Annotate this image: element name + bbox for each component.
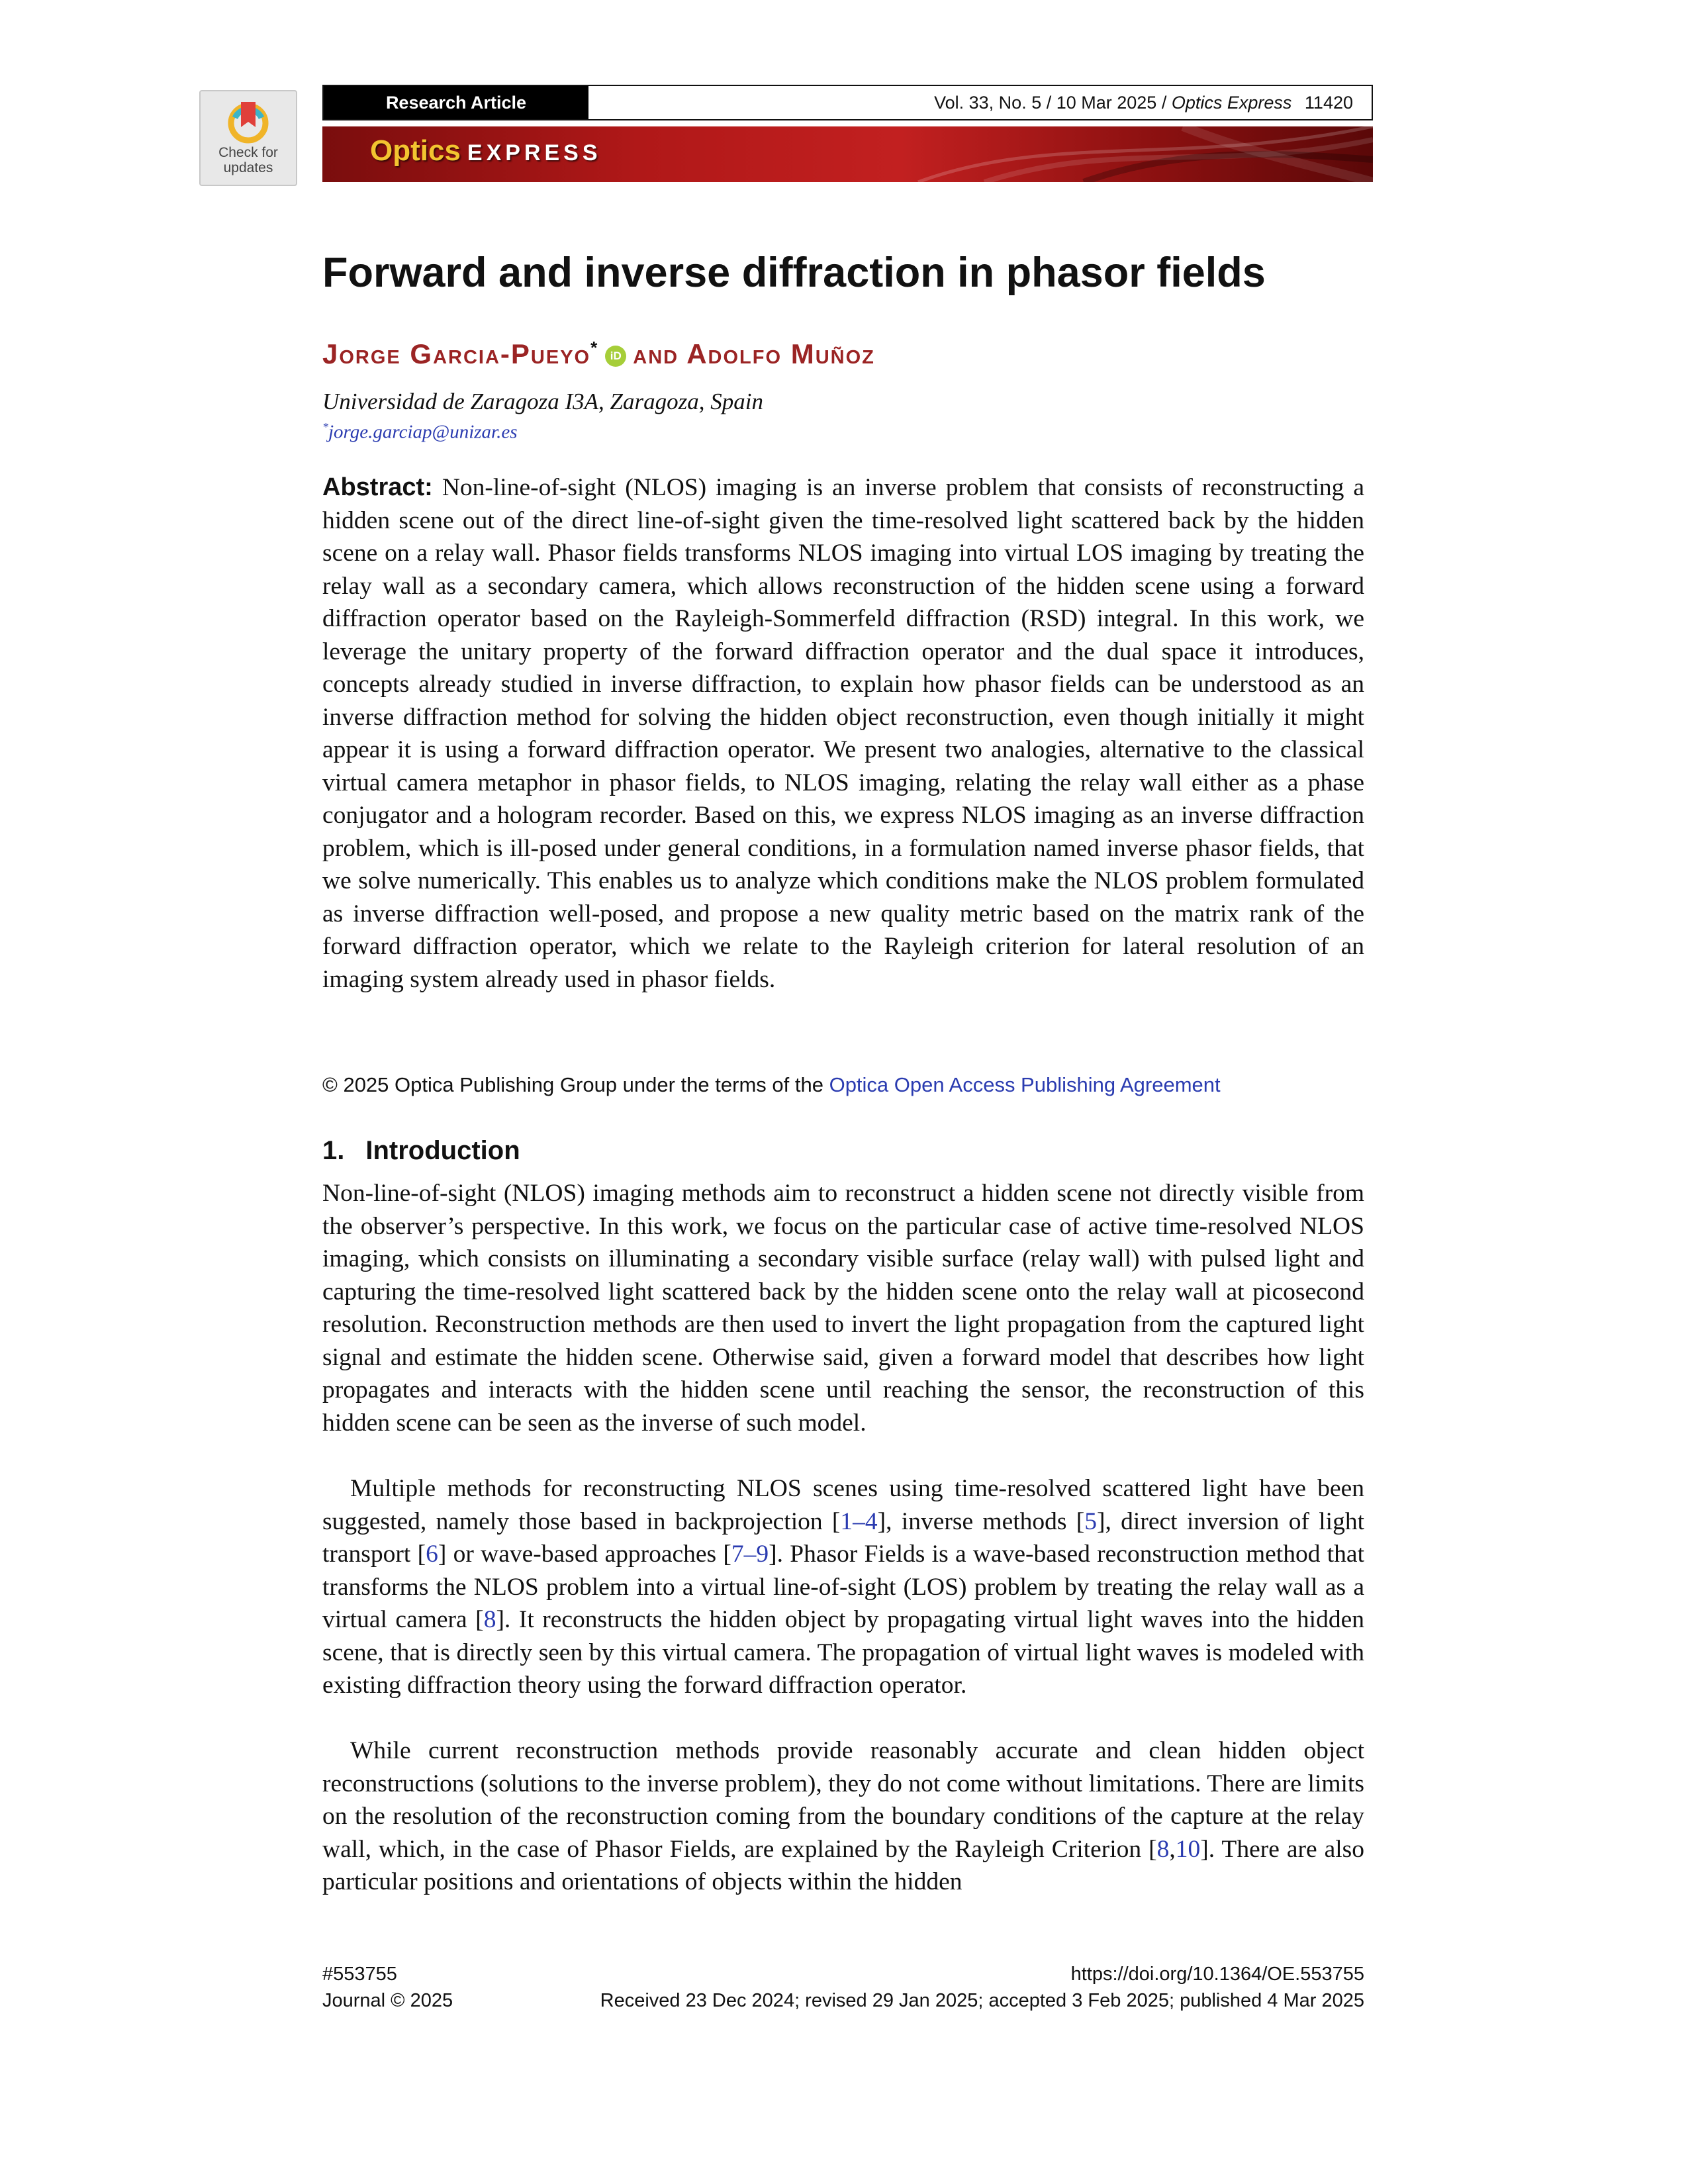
citation-7-9[interactable]: 7–9 — [731, 1541, 769, 1568]
footer-manuscript-id: #553755 — [322, 1964, 397, 1985]
footer-doi[interactable]: https://doi.org/10.1364/OE.553755 — [1070, 1964, 1364, 1985]
abstract-label: Abstract: — [322, 473, 433, 501]
p2-text-d: ] or wave-based approaches [ — [438, 1541, 731, 1568]
journal-banner — [322, 126, 1373, 182]
p2-text-e: ]. Phasor Fields is a wave-based reconstruction method that transforms the NLOS problem into a virtual line-of-sight (LOS) problem by treating the relay wall as a virtual camera [ — [322, 1541, 1364, 1633]
corresponding-mark: * — [590, 338, 599, 357]
corresponding-email[interactable] — [322, 415, 518, 444]
affiliation: Universidad de Zaragoza I3A, Zaragoza, Spain — [322, 389, 763, 414]
paper-title: Forward and inverse diffraction in phasor fields — [322, 250, 1266, 296]
author-list — [322, 329, 875, 373]
section-heading-introduction — [322, 1133, 520, 1168]
badge-line1: Check for — [218, 145, 278, 160]
p2-text-f: ]. It reconstructs the hidden object by propagating virtual light waves into the hidden scene, that is directly seen by this virtual camera. The propagation of virtual light waves is modeled with existing diffraction theory using the forward diffraction operator. — [322, 1606, 1364, 1699]
email-address[interactable]: jorge.garciap@unizar.es — [328, 421, 518, 443]
logo-optics: Optics — [370, 134, 461, 167]
footer-journal-copyright: Journal © 2025 — [322, 1990, 453, 2011]
citation-6[interactable]: 6 — [426, 1541, 438, 1568]
p3-text-a: While current reconstruction methods provide reasonably accurate and clean hidden object reconstructions (solutions to the inverse problem), they do not come without limitations. There are limits on the resolution of the reconstruction coming from the boundary conditions of the capture at the relay wall, which, in the case of Phasor Fields, are explained by the Rayleigh Criterion [ — [322, 1737, 1364, 1863]
email-mark: * — [322, 420, 328, 434]
p2-text-c: ], direct inversion of light transport [ — [322, 1507, 1364, 1568]
intro-paragraph-3 — [322, 1734, 1364, 1899]
section-title: Introduction — [365, 1136, 520, 1165]
p3-sep: , — [1169, 1835, 1176, 1863]
p3-text-b: ]. There are also particular positions and orientations of objects within the hidden — [322, 1835, 1364, 1895]
p2-text-b: ], inverse methods [ — [877, 1507, 1085, 1535]
intro-paragraph-2 — [322, 1472, 1364, 1702]
open-access-agreement-link[interactable]: Optica Open Access Publishing Agreement — [829, 1073, 1221, 1096]
volume-info — [934, 86, 1353, 119]
journal-header — [322, 85, 1373, 120]
copyright-text: © 2025 Optica Publishing Group under the terms of the — [322, 1073, 823, 1096]
check-for-updates-badge[interactable] — [199, 90, 297, 186]
intro-paragraph-1: Non-line-of-sight (NLOS) imaging methods aim to reconstruct a hidden scene not directly visible from the observer’s perspective. In this work, we focus on the particular case of active time-resolved NLOS imaging, which consists on illuminating a secondary visible surface (relay wall) with pulsed light and capturing the time-resolved light scattered back by the hidden scene onto the relay wall at picosecond resolution. Reconstruction methods are then used to invert the light propagation from the captured light signal and estimate the hidden scene. Otherwise said, given a forward model that describes how light propagates and interacts with the hidden scene until reaching the sensor, the reconstruction of this hidden scene can be seen as the inverse of such model. — [322, 1180, 1364, 1437]
abstract — [322, 471, 1364, 996]
copyright-notice — [322, 1072, 1221, 1098]
badge-line2: updates — [223, 160, 273, 175]
crossmark-icon — [226, 98, 270, 144]
author-1: Jorge Garcia-Pueyo — [322, 338, 591, 369]
footer-dates: Received 23 Dec 2024; revised 29 Jan 2025; accepted 3 Feb 2025; published 4 Mar 2025 — [600, 1990, 1364, 2011]
author-2: Adolfo Muñoz — [686, 338, 875, 369]
citation-1-4[interactable]: 1–4 — [840, 1507, 878, 1535]
journal-name: Optics Express — [1171, 93, 1292, 113]
orcid-icon[interactable]: iD — [605, 346, 626, 367]
volume-text: Vol. 33, No. 5 / 10 Mar 2025 / — [934, 93, 1167, 113]
article-type: Research Article — [324, 86, 588, 119]
citation-10[interactable]: 10 — [1175, 1835, 1201, 1863]
p2-text-a: Multiple methods for reconstructing NLOS scenes using time-resolved scattered light have been suggested, namely those based in backprojection [ — [322, 1475, 1364, 1535]
section-number: 1. — [322, 1136, 345, 1165]
citation-8b[interactable]: 8 — [1156, 1835, 1170, 1863]
citation-5[interactable]: 5 — [1084, 1507, 1098, 1535]
citation-8[interactable]: 8 — [483, 1606, 496, 1633]
page-number: 11420 — [1304, 93, 1353, 113]
logo-express: EXPRESS — [467, 140, 602, 166]
abstract-text: Non-line-of-sight (NLOS) imaging is an inverse problem that consists of reconstructing a hidden scene out of the direct line-of-sight given the time-resolved light scattered back by the hidden scene on a relay wall. Phasor fields transforms NLOS imaging into virtual LOS imaging by treating the relay wall as a secondary camera, which allows reconstruction of the hidden scene using a forward diffraction operator based on the Rayleigh-Sommerfeld diffraction (RSD) integral. In this work, we leverage the unitary property of the forward diffraction operator and the dual space it introduces, concepts already studied in inverse diffraction, to explain how phasor fields can be understood as an inverse diffraction method for solving the hidden object reconstruction, even though initially it might appear it is using a forward diffraction operator. We present two analogies, alternative to the classical virtual camera metaphor in phasor fields, to NLOS imaging, relating the relay wall either as a phase conjugator and a hologram recorder. Based on this, we express NLOS imaging as an inverse diffraction problem, which is ill-posed under general conditions, in a formulation named inverse phasor fields, that we solve numerically. This enables us to analyze which conditions make the NLOS problem formulated as inverse diffraction well-posed, and propose a new quality metric based on the matrix rank of the forward diffraction operator, which we relate to the Rayleigh criterion for lateral resolution of an imaging system already used in phasor fields. — [322, 474, 1364, 993]
optics-express-logo — [370, 132, 602, 172]
author-conjunction: and — [633, 338, 679, 369]
